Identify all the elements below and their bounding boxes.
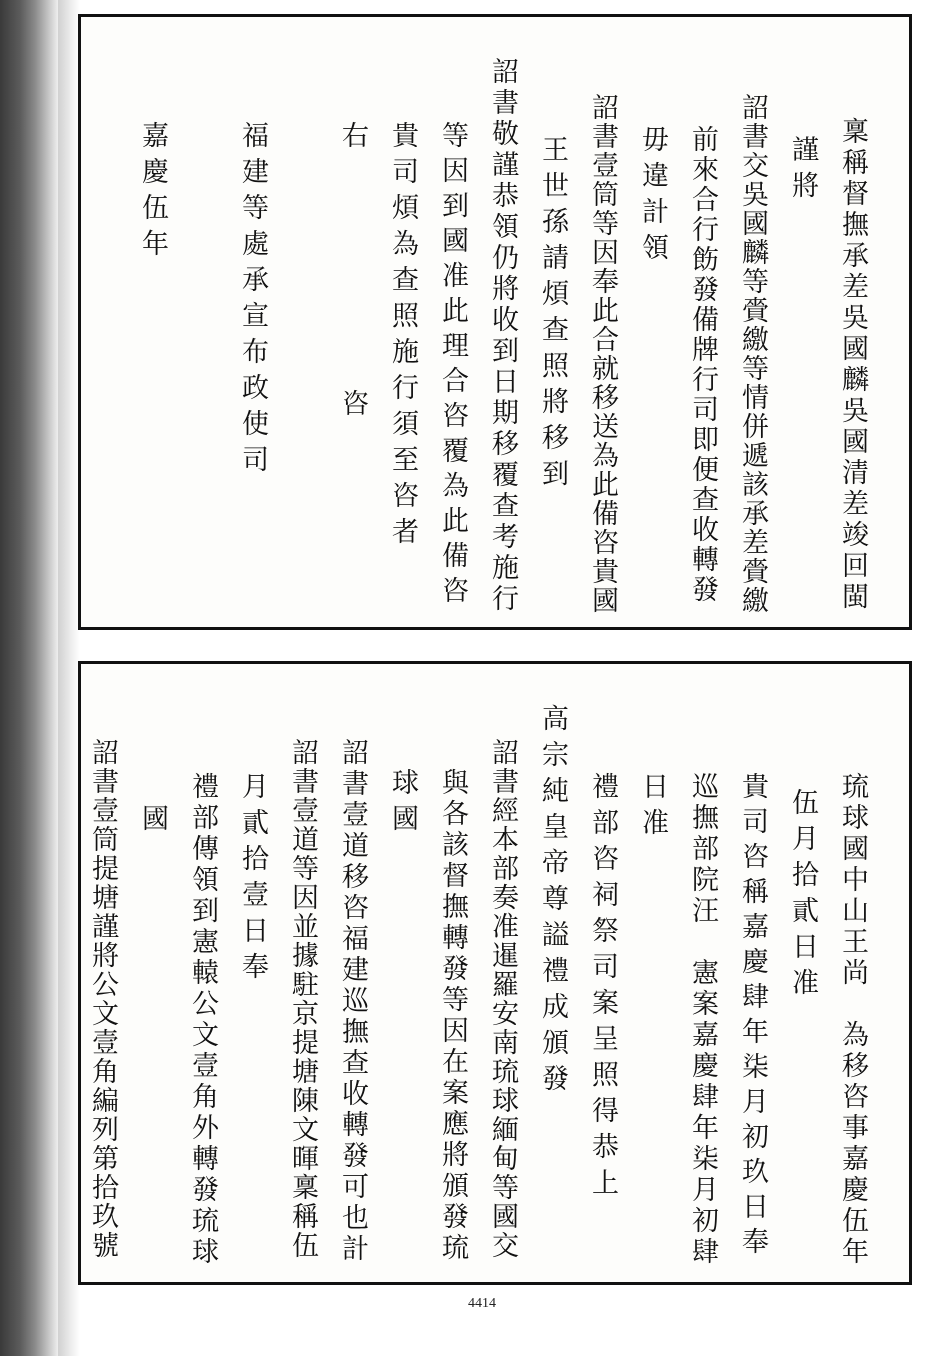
text-column: 毋違計領 <box>637 125 668 269</box>
text-column: 嘉慶伍年 <box>137 121 168 265</box>
text-column: 伍月拾貳日准 <box>787 788 818 1004</box>
text-column: 貴司咨稱嘉慶肆年柒月初玖日奉 <box>737 772 768 1262</box>
text-column: 詔書交吳國麟等賫繳等情併遞該承差賫繳 <box>737 93 768 615</box>
text-column: 巡撫部院汪 憲案嘉慶肆年柒月初肆 <box>687 772 718 1268</box>
text-column: 禮部傳領到憲轅公文壹角外轉發琉球 <box>187 772 218 1268</box>
text-column: 詔書敬謹恭領仍將收到日期移覆查考施行 <box>487 57 518 615</box>
text-column: 詔書經本部奏准暹羅安南琉球緬甸等國交 <box>487 738 518 1260</box>
text-column: 詔書壹道等因並據駐京提塘陳文暉稟稱伍 <box>287 738 318 1260</box>
text-column: 球國 <box>387 768 418 840</box>
text-column: 與各該督撫轉發等因在案應將頒發琉 <box>437 768 468 1264</box>
text-column: 稟稱督撫承差吳國麟吳國清差竣回閩 <box>837 117 868 613</box>
page-number: 4414 <box>468 1296 496 1311</box>
text-column: 謹將 <box>787 135 818 207</box>
top-manuscript-panel <box>78 14 912 630</box>
text-column: 日准 <box>637 772 668 844</box>
text-column: 禮部咨祠祭司案呈照得恭上 <box>587 772 618 1204</box>
binding-shadow <box>58 0 80 1356</box>
text-column: 國 <box>137 804 168 840</box>
text-column: 前來合行飭發備牌行司即便查收轉發 <box>687 125 718 605</box>
text-column: 月貳拾壹日奉 <box>237 772 268 988</box>
text-column: 詔書壹道移咨福建巡撫查收轉發可也計 <box>337 738 368 1265</box>
text-column: 貴司煩為查照施行須至咨者 <box>387 121 418 553</box>
bottom-manuscript-panel <box>78 661 912 1285</box>
text-column: 琉球國中山王尚 為移咨事嘉慶伍年 <box>837 772 868 1268</box>
text-column: 詔書壹筒等因奉此合就移送為此備咨貴國 <box>587 93 618 615</box>
text-column: 詔書壹筒提塘謹將公文壹角編列第拾玖號 <box>87 738 118 1260</box>
text-column: 高宗純皇帝尊謚禮成頒發 <box>537 704 568 1100</box>
text-column: 等因到國准此理合咨覆為此備咨 <box>437 121 468 611</box>
text-column: 右 <box>337 121 368 157</box>
text-column: 福建等處承宣布政使司 <box>237 121 268 481</box>
text-column: 咨 <box>337 389 368 425</box>
book-gutter-shadow <box>0 0 58 1356</box>
text-column: 王世孫請煩查照將移到 <box>537 135 568 495</box>
